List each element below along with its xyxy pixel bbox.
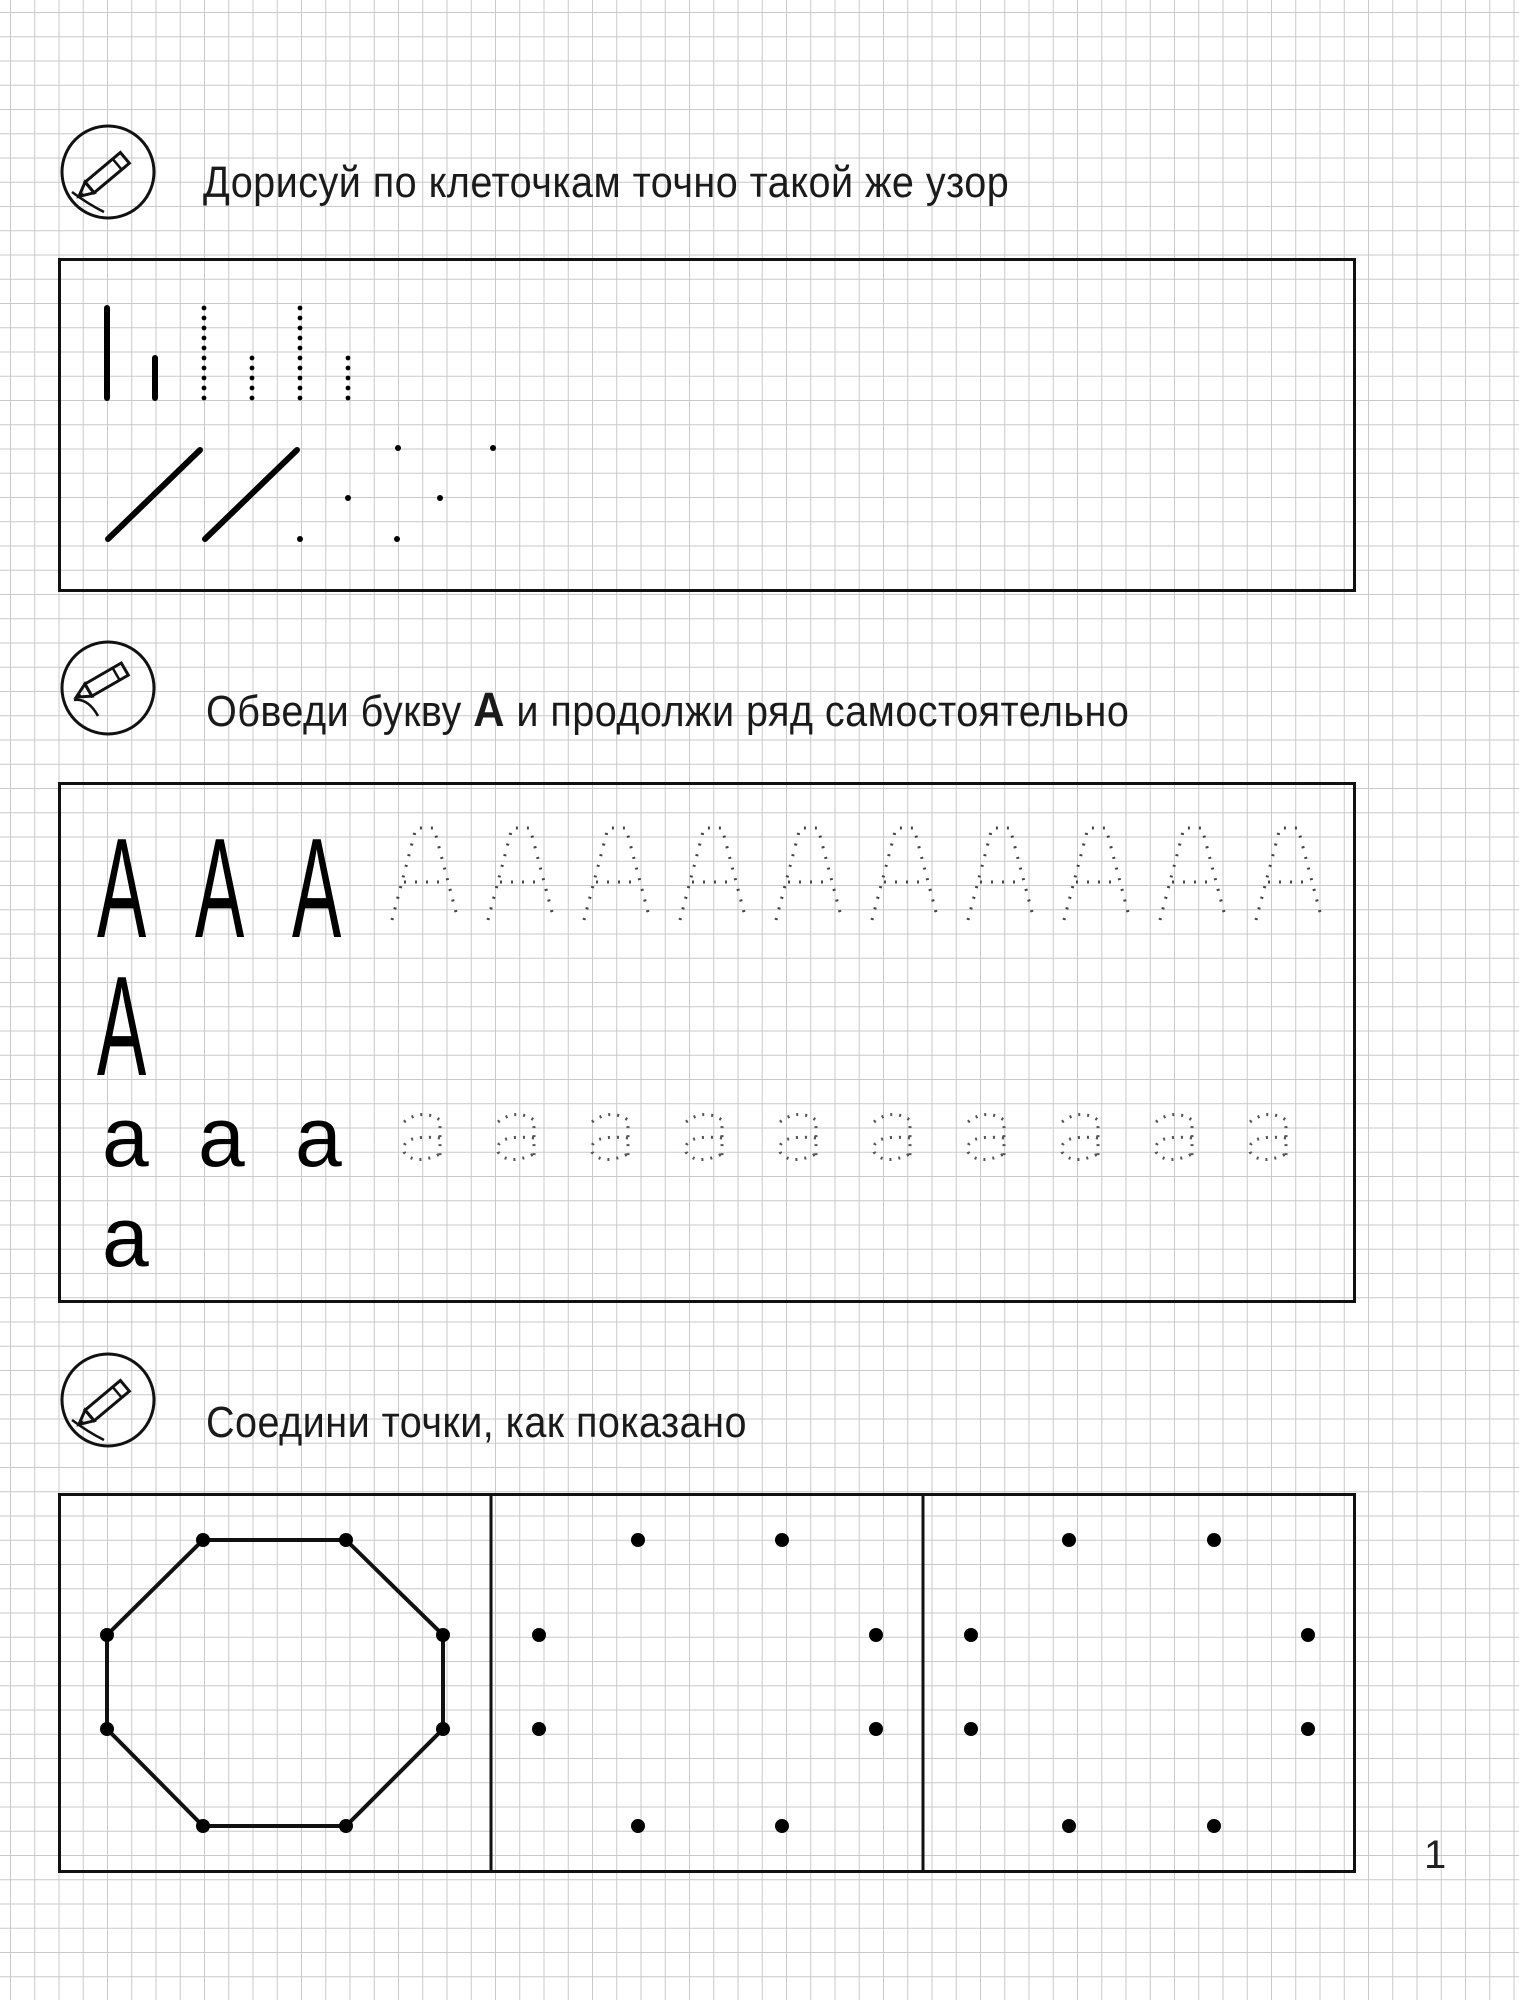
pattern-guide-dot: [202, 376, 207, 381]
uppercase-tracing-letter: [1064, 828, 1130, 920]
pattern-guide-dot: [202, 386, 207, 391]
lowercase-letter-sample: а: [295, 1090, 342, 1184]
dots-panels: [58, 1493, 1356, 1873]
uppercase-tracing-letter: [488, 828, 554, 920]
task-2-instruction-before: Обведи букву: [206, 687, 474, 736]
pattern-guide-dot: [298, 346, 303, 351]
pattern-guide-dot: [298, 356, 303, 361]
lowercase-tracing-letter: [498, 1114, 534, 1160]
lowercase-tracing-letter: [1250, 1114, 1286, 1160]
pattern-guide-dot: [202, 346, 207, 351]
pattern-guide-dot: [250, 396, 255, 401]
uppercase-letter-sample: А: [195, 809, 245, 968]
uppercase-letter-sample: А: [97, 809, 147, 968]
pattern-guide-dot: [346, 356, 351, 361]
lowercase-letter-sample: а: [102, 1090, 149, 1184]
example-octagon-dots: [100, 1533, 450, 1833]
uppercase-tracing-letter: [584, 828, 650, 920]
pattern-guide-dot: [346, 396, 351, 401]
pattern-guide-dots: [297, 445, 496, 542]
pattern-guide-dot: [298, 306, 303, 311]
pattern-guide-dot: [298, 326, 303, 331]
pattern-guide-dot: [298, 336, 303, 341]
uppercase-tracing-letter: [680, 828, 746, 920]
lowercase-tracing-letter: [686, 1114, 722, 1160]
pattern-dotted-verticals: [202, 306, 351, 401]
lowercase-tracing-letter: [404, 1114, 440, 1160]
pattern-guide-dot: [298, 366, 303, 371]
pattern-guide-dot: [202, 316, 207, 321]
lowercase-tracing-letter: [780, 1114, 816, 1160]
pattern-guide-dot: [202, 336, 207, 341]
pattern-guide-dot: [202, 306, 207, 311]
lowercase-tracing-letter: [1062, 1114, 1098, 1160]
lowercase-tracing-letter: [592, 1114, 628, 1160]
example-octagon: [107, 1540, 443, 1826]
pencil-in-circle-icon: [58, 638, 158, 738]
pattern-guide-dot: [202, 356, 207, 361]
pattern-guide-dot: [298, 386, 303, 391]
uppercase-tracing-letter: [968, 828, 1034, 920]
pencil-in-circle-icon: [58, 122, 158, 222]
task-3-instruction: Соедини точки, как показано: [206, 1398, 747, 1447]
panel-2-dots: [532, 1533, 883, 1833]
pattern-guide-dot: [202, 326, 207, 331]
uppercase-tracing-letter: [1256, 828, 1322, 920]
uppercase-letter-sample: А: [292, 809, 342, 968]
pattern-guide-dot: [250, 376, 255, 381]
uppercase-tracing-letter: [1160, 828, 1226, 920]
lowercase-tracing-letter: [874, 1114, 910, 1160]
page-number: 1: [1424, 1833, 1447, 1877]
lowercase-tracing-row: [390, 1108, 1340, 1168]
task-1-instruction: Дорисуй по клеточкам точно такой же узор: [203, 158, 1010, 207]
uppercase-tracing-letter: [392, 828, 458, 920]
pattern-guide-dot: [202, 366, 207, 371]
pattern-guide-dot: [298, 396, 303, 401]
uppercase-tracing-letter: [776, 828, 842, 920]
pattern-guide-dot: [346, 386, 351, 391]
pattern-guide-dot: [346, 376, 351, 381]
uppercase-letter-sample: А: [97, 947, 147, 1106]
lowercase-letter-sample: а: [198, 1090, 245, 1184]
task-2-instruction-letter: А: [473, 684, 505, 737]
pattern-guide-dot: [298, 376, 303, 381]
task-2-instruction: [206, 683, 1129, 738]
pattern-guide-dot: [250, 356, 255, 361]
pattern-guide-dot: [250, 366, 255, 371]
panel-3-dots: [964, 1533, 1315, 1833]
lowercase-tracing-letter: [968, 1114, 1004, 1160]
lowercase-tracing-letter: [1156, 1114, 1192, 1160]
task-2-instruction-after: и продолжи ряд самостоятельно: [504, 687, 1130, 736]
pattern-guide-dot: [202, 396, 207, 401]
lowercase-letter-sample: а: [102, 1190, 149, 1284]
pattern-guide-dot: [346, 366, 351, 371]
uppercase-tracing-letter: [872, 828, 938, 920]
pattern-diagonal-1: [108, 450, 200, 539]
pattern-drawing: [58, 258, 1356, 592]
pattern-guide-dot: [298, 316, 303, 321]
pattern-guide-dot: [250, 386, 255, 391]
pencil-in-circle-icon: [58, 1350, 158, 1450]
pattern-diagonal-2: [205, 450, 297, 539]
uppercase-tracing-row: [380, 820, 1340, 930]
